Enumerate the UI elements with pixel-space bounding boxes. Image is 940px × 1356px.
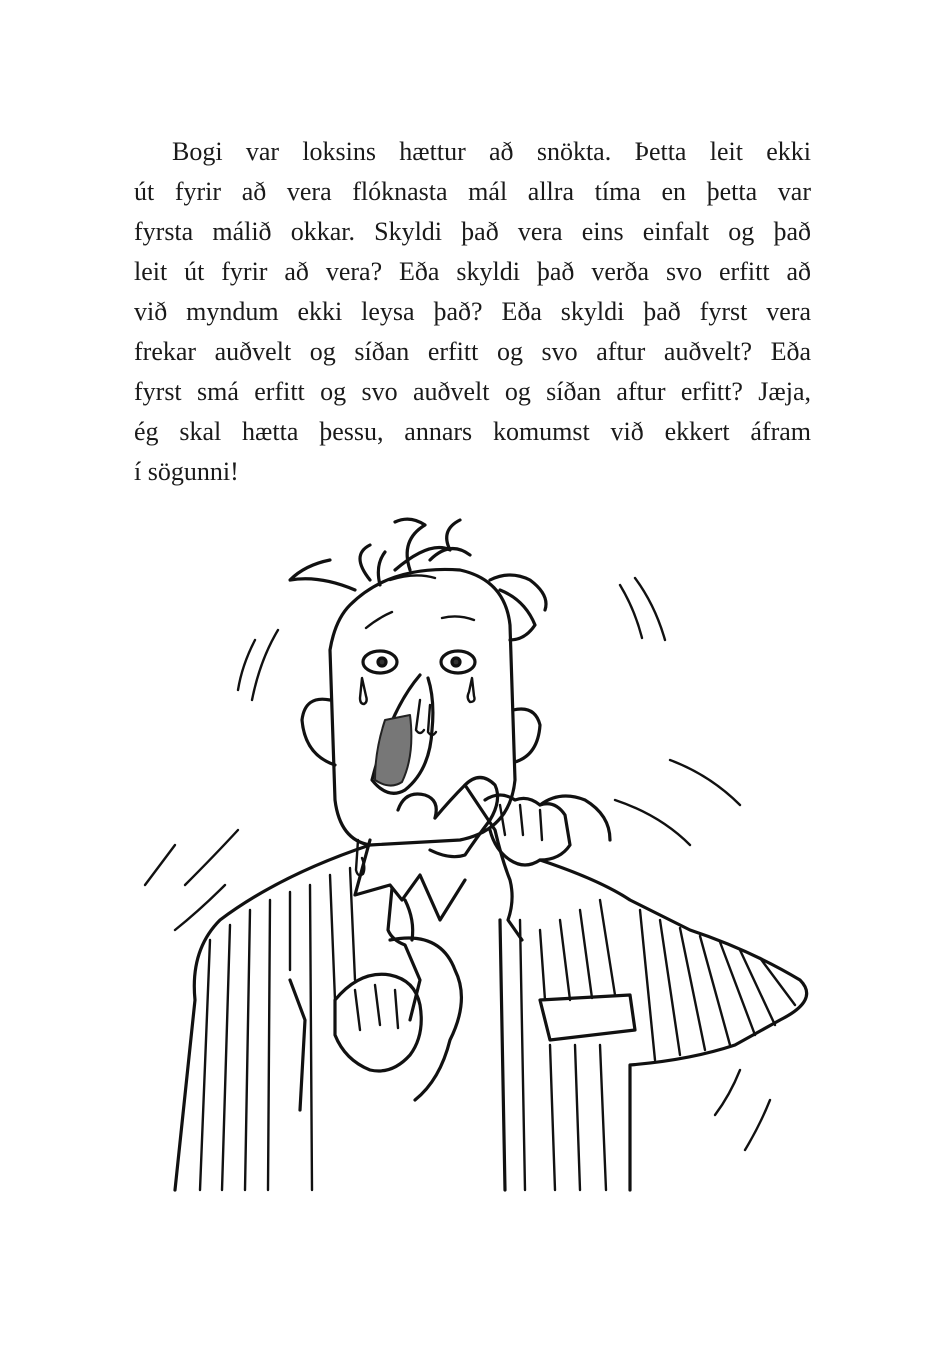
illustration-drawing bbox=[130, 500, 820, 1200]
text-line: fyrst smá erfitt og svo auðvelt og síðan aftur erfitt? Jæja, bbox=[134, 377, 811, 406]
text-line: út fyrir að vera flóknasta mál allra tíma en þetta var bbox=[134, 177, 811, 206]
collar-and-tie bbox=[355, 840, 465, 1020]
text-line: ég skal hætta þessu, annars komumst við ekkert áfram bbox=[134, 417, 811, 446]
text-line: frekar auðvelt og síðan erfitt og svo aftur auðvelt? Eða bbox=[134, 337, 811, 366]
text-line: í sögunni! bbox=[134, 457, 239, 486]
body-paragraph bbox=[134, 132, 811, 492]
hair-strands bbox=[290, 519, 546, 640]
eyes bbox=[363, 612, 475, 673]
right-hand bbox=[485, 795, 610, 865]
pinstripes bbox=[200, 868, 795, 1190]
crying-man-illustration bbox=[130, 500, 820, 1200]
text-line: leit út fyrir að vera? Eða skyldi það verða svo erfitt að bbox=[134, 257, 811, 286]
handkerchief bbox=[398, 778, 522, 941]
text-line: við myndum ekki leysa það? Eða skyldi það fyrst vera bbox=[134, 297, 811, 326]
head bbox=[302, 569, 540, 845]
text-line: fyrsta málið okkar. Skyldi það vera eins einfalt og það bbox=[134, 217, 811, 246]
text-line: Bogi var loksins hættur að snökta. Þetta leit ekki bbox=[172, 137, 811, 166]
nose bbox=[372, 675, 433, 793]
motion-lines-left bbox=[145, 630, 278, 930]
